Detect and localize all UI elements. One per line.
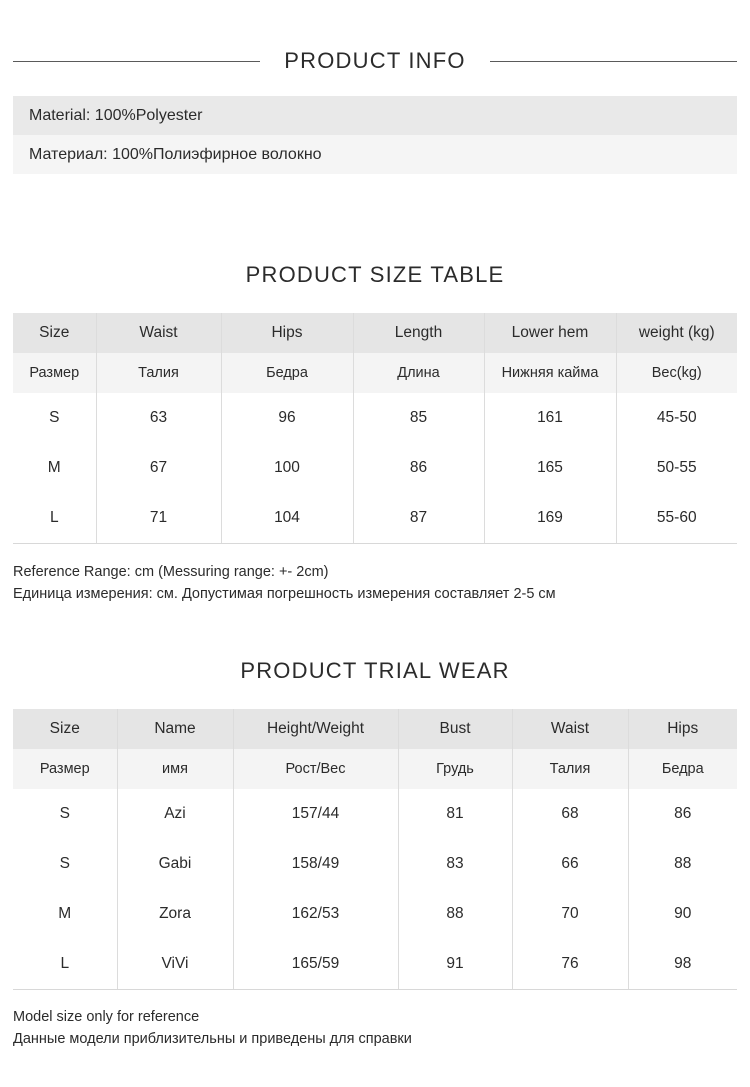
table-row [13, 789, 737, 839]
cell: 98 [628, 939, 737, 990]
cell: M [13, 443, 96, 493]
trial-note-en: Model size only for reference [13, 1008, 200, 1025]
cell: 81 [398, 789, 512, 839]
trial-note-ru: Данные модели приблизительны и приведены для справки [13, 1031, 412, 1048]
cell: 76 [512, 939, 628, 990]
material-row-ru: Материал: 100%Полиэфирное волокно [13, 135, 737, 174]
cell: 83 [398, 839, 512, 889]
trial-th-height-weight-ru: Рост/Вес [233, 749, 398, 789]
cell: 169 [484, 493, 616, 544]
size-th-weight: weight (kg) [616, 313, 737, 353]
table-row [13, 493, 737, 544]
table-row [13, 393, 737, 443]
trial-th-bust-ru: Грудь [398, 749, 512, 789]
cell: 63 [96, 393, 221, 443]
cell: 55-60 [616, 493, 737, 544]
cell: 67 [96, 443, 221, 493]
cell: M [13, 889, 117, 939]
cell: 100 [221, 443, 353, 493]
cell: 96 [221, 393, 353, 443]
cell: 158/49 [233, 839, 398, 889]
trial-table-header-en [13, 709, 737, 749]
cell: 88 [398, 889, 512, 939]
cell: L [13, 493, 96, 544]
size-table-title: PRODUCT SIZE TABLE [245, 262, 505, 287]
size-table [13, 313, 737, 544]
cell: 91 [398, 939, 512, 990]
table-row [13, 939, 737, 990]
cell: L [13, 939, 117, 990]
cell: ViVi [117, 939, 233, 990]
size-th-lower-hem-ru: Нижняя кайма [484, 353, 616, 393]
trial-th-hips: Hips [628, 709, 737, 749]
cell: 85 [353, 393, 484, 443]
trial-th-waist: Waist [512, 709, 628, 749]
cell: 70 [512, 889, 628, 939]
cell: 165 [484, 443, 616, 493]
cell: 71 [96, 493, 221, 544]
product-info-title: PRODUCT INFO [284, 48, 466, 73]
trial-th-size: Size [13, 709, 117, 749]
size-th-waist: Waist [96, 313, 221, 353]
size-table-header-ru [13, 353, 737, 393]
size-th-waist-ru: Талия [96, 353, 221, 393]
cell: Azi [117, 789, 233, 839]
table-row [13, 889, 737, 939]
size-th-hips-ru: Бедра [221, 353, 353, 393]
trial-table-header-ru [13, 749, 737, 789]
size-note-ru: Единица измерения: см. Допустимая погрешность измерения составляет 2-5 см [13, 586, 556, 603]
trial-th-name-ru: имя [117, 749, 233, 789]
trial-wear-table [13, 709, 737, 990]
cell: S [13, 393, 96, 443]
product-info-heading [0, 48, 750, 74]
size-th-size: Size [13, 313, 96, 353]
cell: 161 [484, 393, 616, 443]
cell: S [13, 789, 117, 839]
cell: 86 [353, 443, 484, 493]
size-th-weight-ru: Вес(kg) [616, 353, 737, 393]
trial-wear-title: PRODUCT TRIAL WEAR [240, 657, 510, 683]
cell: 157/44 [233, 789, 398, 839]
cell: 104 [221, 493, 353, 544]
trial-th-name: Name [117, 709, 233, 749]
cell: 68 [512, 789, 628, 839]
size-th-length: Length [353, 313, 484, 353]
heading-rule-left [13, 61, 260, 62]
cell: 45-50 [616, 393, 737, 443]
material-block [13, 96, 737, 174]
size-table-header-en [13, 313, 737, 353]
heading-rule-right [490, 61, 737, 62]
cell: 86 [628, 789, 737, 839]
cell: Zora [117, 889, 233, 939]
cell: 165/59 [233, 939, 398, 990]
trial-th-waist-ru: Талия [512, 749, 628, 789]
table-row [13, 839, 737, 889]
cell: 87 [353, 493, 484, 544]
size-th-lower-hem: Lower hem [484, 313, 616, 353]
table-row [13, 443, 737, 493]
cell: 66 [512, 839, 628, 889]
trial-th-bust: Bust [398, 709, 512, 749]
material-row-en: Material: 100%Polyester [13, 96, 737, 135]
cell: 90 [628, 889, 737, 939]
trial-th-height-weight: Height/Weight [233, 709, 398, 749]
size-th-hips: Hips [221, 313, 353, 353]
cell: Gabi [117, 839, 233, 889]
size-th-length-ru: Длина [353, 353, 484, 393]
size-th-size-ru: Размер [13, 353, 96, 393]
cell: S [13, 839, 117, 889]
cell: 162/53 [233, 889, 398, 939]
cell: 50-55 [616, 443, 737, 493]
trial-th-size-ru: Размер [13, 749, 117, 789]
cell: 88 [628, 839, 737, 889]
trial-th-hips-ru: Бедра [628, 749, 737, 789]
size-note-en: Reference Range: cm (Messuring range: +- 2cm) [13, 564, 329, 580]
